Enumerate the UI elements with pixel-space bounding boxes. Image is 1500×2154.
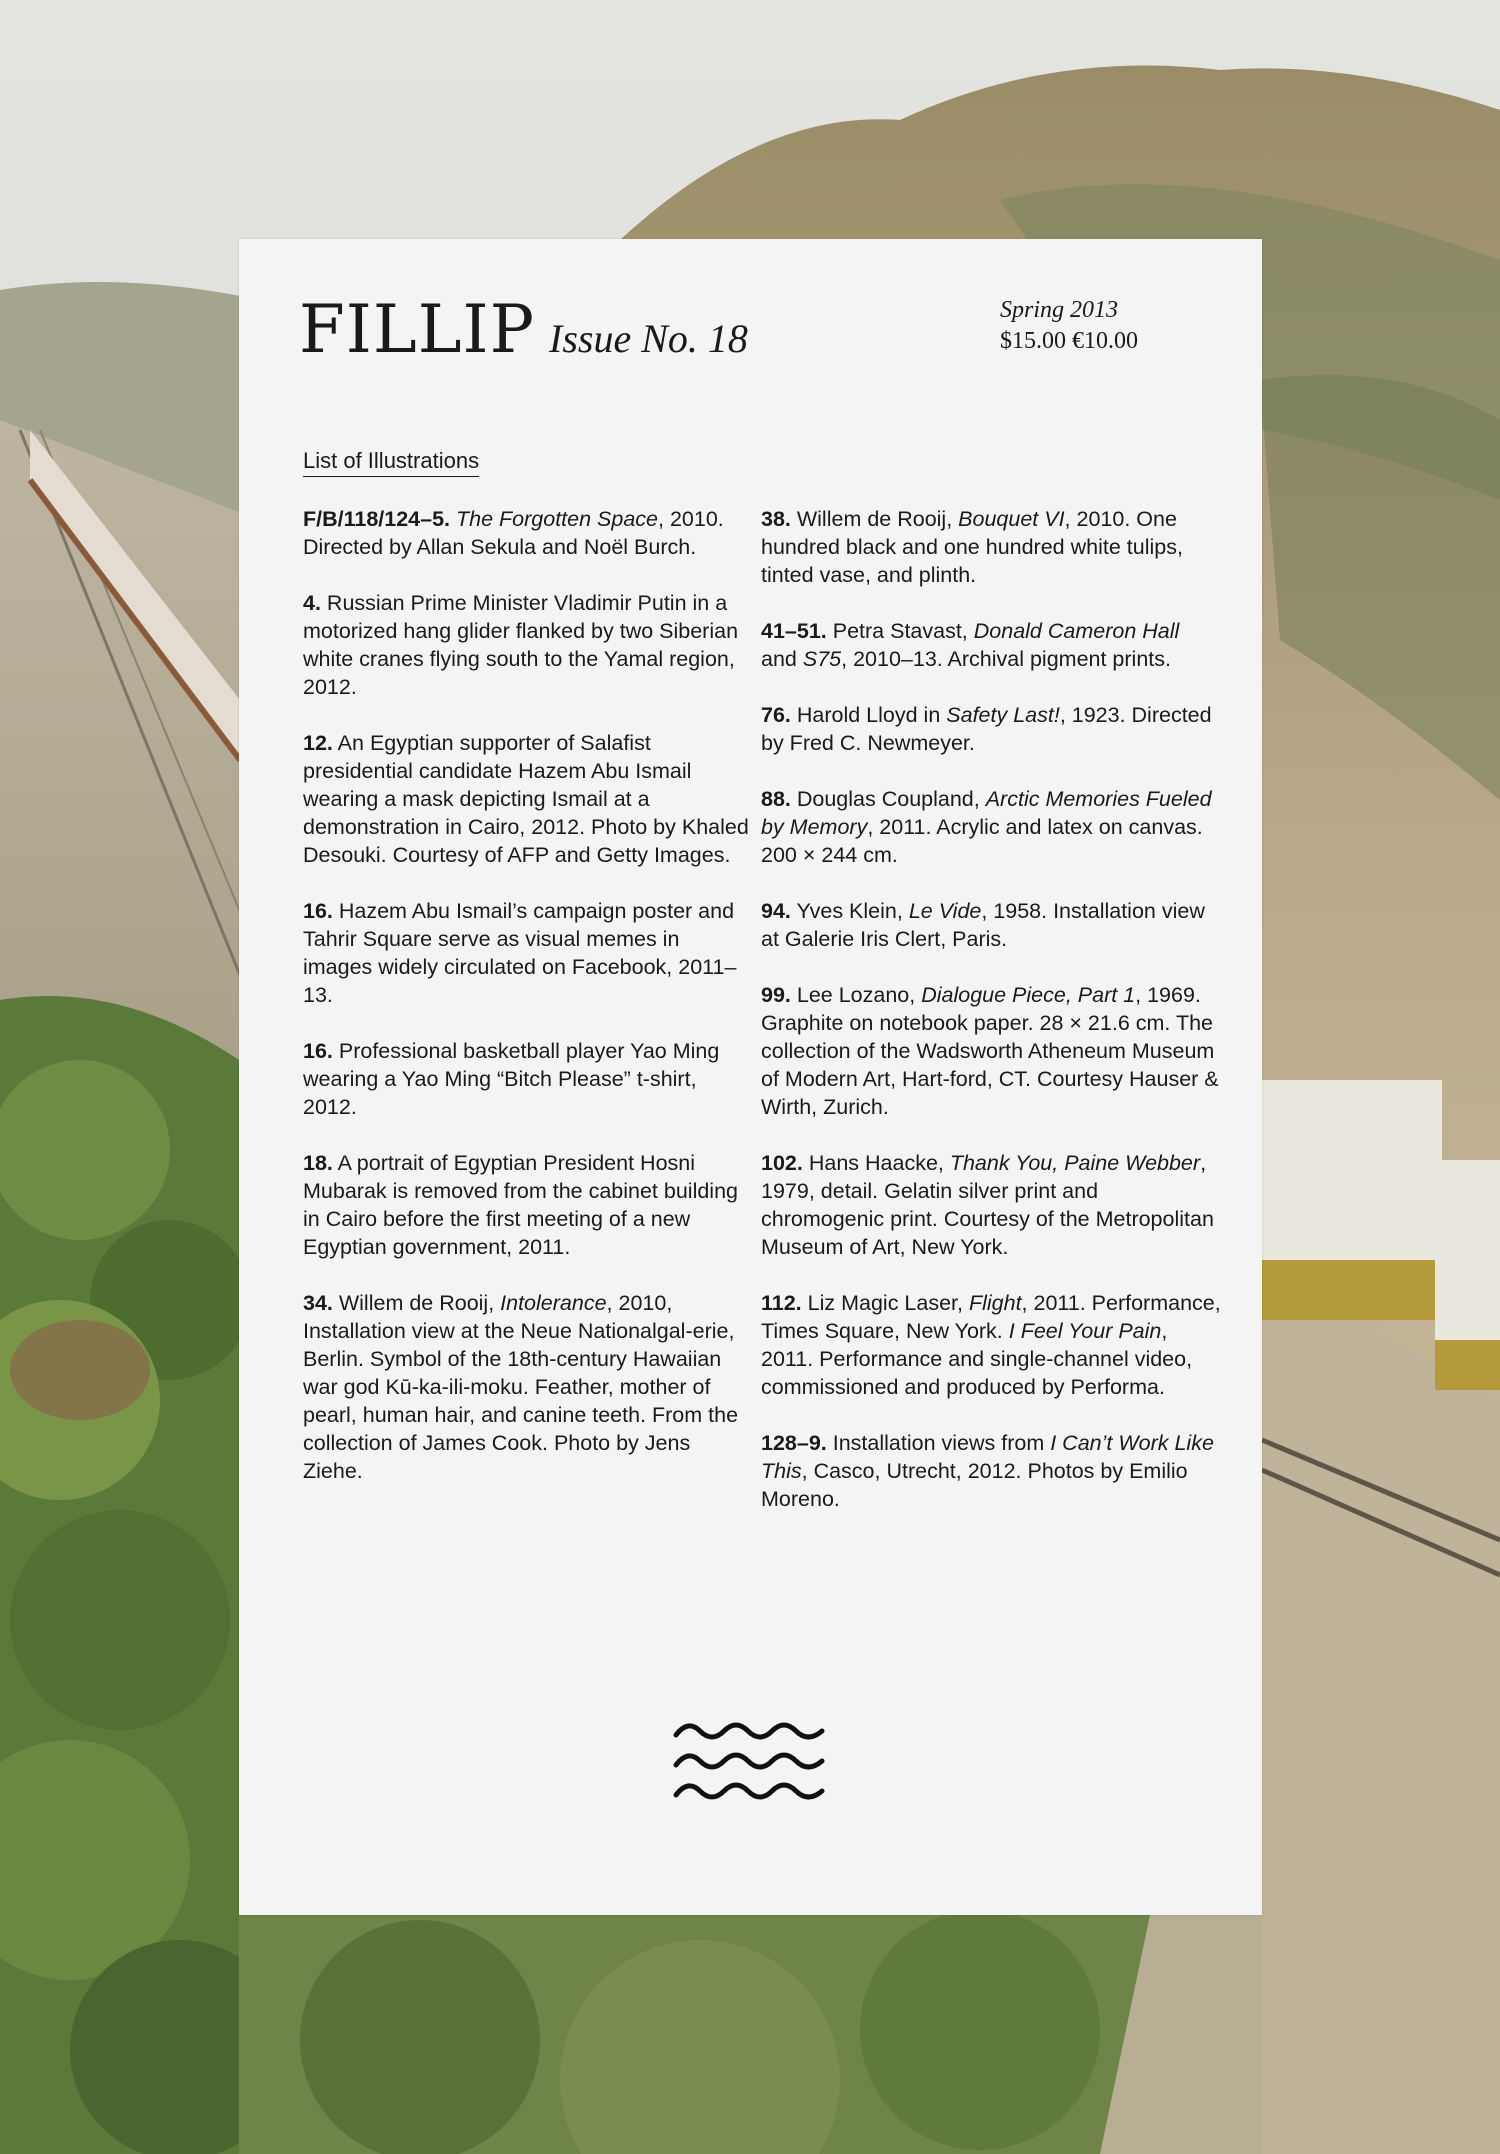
illustration-entry: [761, 897, 1221, 953]
illustration-entry: [761, 505, 1221, 589]
entry-caption: , 2011. Performance, Times Square, New York.: [761, 1291, 1221, 1343]
illustration-entry: [761, 701, 1221, 757]
entry-caption: An Egyptian supporter of Salafist presidential candidate Hazem Abu Ismail wearing a mask depicting Ismail at a demonstration in Cairo, 2012. Photo by Khaled Desouki. Courtesy of AFP and Getty Images.: [303, 731, 749, 867]
entry-caption: Installation views from: [826, 1431, 1051, 1455]
entry-caption: , 1958. Installation view at Galerie Iris Clert, Paris.: [761, 899, 1205, 951]
entry-caption: Hans Haacke,: [802, 1151, 950, 1175]
entry-number: 38.: [761, 507, 791, 531]
entry-caption: , 2010, Installation view at the Neue Nationalgal-erie, Berlin. Symbol of the 18th-century Hawaiian war god Kū-ka-ili-moku. Feather, mother of pearl, human hair, and canine teeth. From the collection of James Cook. Photo by Jens Ziehe.: [303, 1291, 739, 1483]
entry-caption: Lee Lozano,: [790, 983, 922, 1007]
entry-caption: Yves Klein,: [790, 899, 909, 923]
entry-work-title: Arctic Memories Fueled by Memory: [761, 787, 1212, 839]
entry-caption: Willem de Rooij,: [332, 1291, 501, 1315]
price: $15.00 €10.00: [1000, 328, 1138, 354]
entry-caption: , 1969. Graphite on notebook paper. 28 × 21.6 cm. The collection of the Wadsworth Atheneum Museum of Modern Art, Hart-ford, CT. Courtesy Hauser & Wirth, Zurich.: [761, 983, 1219, 1119]
entry-work-title: Dialogue Piece, Part 1: [921, 983, 1136, 1007]
entry-work-title: Bouquet VI: [958, 507, 1065, 531]
entry-work-title: The Forgotten Space: [456, 507, 658, 531]
entry-number: 88.: [761, 787, 791, 811]
entry-number: 128–9.: [761, 1431, 827, 1455]
entry-caption: Liz Magic Laser,: [801, 1291, 969, 1315]
entry-work-title: Donald Cameron Hall: [973, 619, 1180, 643]
illustration-entry: [303, 1289, 753, 1485]
entry-work-title: Le Vide: [908, 899, 982, 923]
entry-number: 16.: [303, 899, 333, 923]
entry-caption: Russian Prime Minister Vladimir Putin in a motorized hang glider flanked by two Siberian white cranes flying south to the Yamal region, 2012.: [303, 591, 739, 699]
entry-work-title: Safety Last!: [946, 703, 1060, 727]
entry-work-title: S75: [802, 647, 842, 671]
illustration-entry: [303, 505, 753, 561]
entry-number: 34.: [303, 1291, 333, 1315]
entry-caption: , 2010. Directed by Allan Sekula and Noël Burch.: [303, 507, 724, 559]
entry-caption: , 2010. One hundred black and one hundred white tulips, tinted vase, and plinth.: [761, 507, 1183, 587]
illustration-entry: [761, 617, 1221, 673]
entry-work-title: I Feel Your Pain: [1008, 1319, 1162, 1343]
entry-work-title: Thank You, Paine Webber: [949, 1151, 1201, 1175]
illustration-entry: [761, 1289, 1221, 1401]
issue-number: Issue No. 18: [549, 316, 748, 361]
entry-caption: , 2011. Acrylic and latex on canvas. 200 × 244 cm.: [761, 815, 1203, 867]
entry-caption: , 2010–13. Archival pigment prints.: [841, 647, 1171, 671]
entry-number: 76.: [761, 703, 791, 727]
entry-caption: and: [761, 647, 803, 671]
entry-work-title: Flight: [968, 1291, 1022, 1315]
entry-number: 18.: [303, 1151, 333, 1175]
entry-number: 41–51.: [761, 619, 827, 643]
illustration-entry: [303, 589, 753, 701]
masthead: [299, 291, 748, 368]
magazine-title: FILLIP: [299, 291, 536, 368]
illustration-entry: [761, 1429, 1221, 1513]
illustration-entry: [761, 1149, 1221, 1261]
entry-number: F/B/118/124–5.: [303, 507, 451, 531]
entry-number: 112.: [761, 1291, 802, 1315]
illustration-entry: [761, 785, 1221, 869]
illustration-entry: [303, 1149, 753, 1261]
entry-number: 102.: [761, 1151, 803, 1175]
entry-caption: Douglas Coupland,: [790, 787, 986, 811]
entry-work-title: I Can’t Work Like This: [761, 1431, 1214, 1483]
entry-caption: Professional basketball player Yao Ming wearing a Yao Ming “Bitch Please” t-shirt, 2012.: [303, 1039, 720, 1119]
entry-number: 16.: [303, 1039, 333, 1063]
waves-icon: [673, 1717, 825, 1807]
entry-caption: , 1923. Directed by Fred C. Newmeyer.: [761, 703, 1212, 755]
illustrations-card: [239, 239, 1262, 1915]
illustration-entry: [303, 1037, 753, 1121]
entry-work-title: Intolerance: [500, 1291, 607, 1315]
illustration-entry: [761, 981, 1221, 1121]
entry-caption: , 1979, detail. Gelatin silver print and chromogenic print. Courtesy of the Metropolitan Museum of Art, New York.: [761, 1151, 1214, 1259]
entry-number: 94.: [761, 899, 791, 923]
entry-caption: Hazem Abu Ismail’s campaign poster and Tahrir Square serve as visual memes in images widely circulated on Facebook, 2011–13.: [303, 899, 737, 1007]
entry-number: 12.: [303, 731, 333, 755]
entry-caption: Petra Stavast,: [826, 619, 974, 643]
section-title: List of Illustrations: [303, 448, 479, 477]
entry-number: 99.: [761, 983, 791, 1007]
entry-caption: , 2011. Performance and single-channel video, commissioned and produced by Performa.: [761, 1319, 1193, 1399]
season: Spring 2013: [1000, 297, 1119, 323]
entry-caption: Willem de Rooij,: [790, 507, 959, 531]
issue-meta: [1000, 295, 1138, 357]
entry-caption: A portrait of Egyptian President Hosni Mubarak is removed from the cabinet building in Cairo before the first meeting of a new Egyptian government, 2011.: [303, 1151, 738, 1259]
illustration-entry: [303, 729, 753, 869]
entry-number: 4.: [303, 591, 321, 615]
illustration-entry: [303, 897, 753, 1009]
illustrations-column-left: [303, 505, 753, 1513]
illustrations-column-right: [761, 505, 1221, 1541]
entry-caption: Harold Lloyd in: [790, 703, 947, 727]
entry-caption: , Casco, Utrecht, 2012. Photos by Emilio Moreno.: [761, 1459, 1188, 1511]
